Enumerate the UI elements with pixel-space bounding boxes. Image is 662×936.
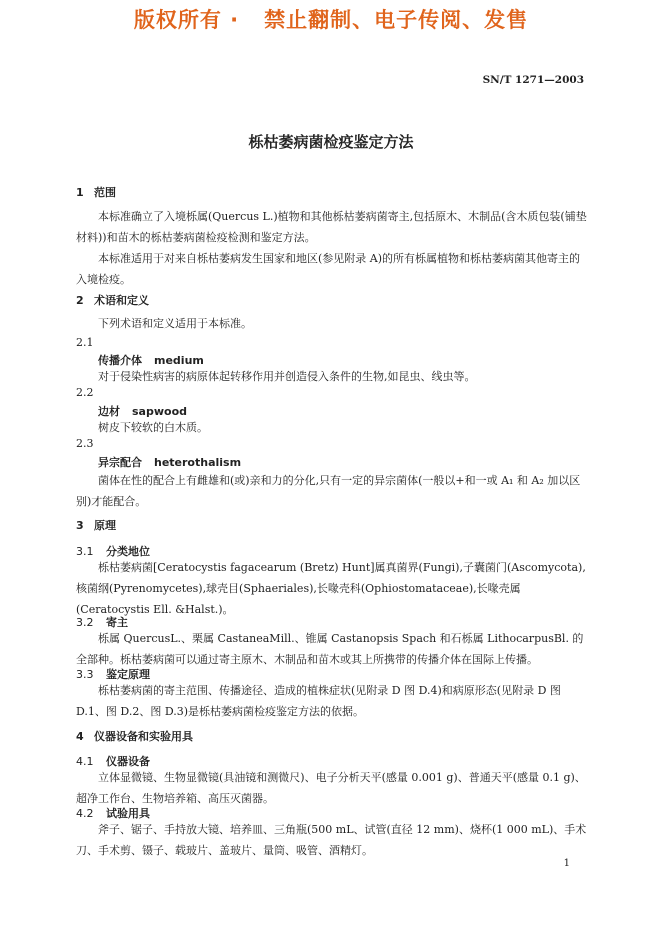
section-1-heading: [76, 184, 116, 200]
term-en: heterothalism: [154, 456, 242, 469]
term-zh: 异宗配合: [98, 456, 142, 469]
copyright-watermark: 版权所有 · 禁止翻制、电子传阅、发售: [133, 8, 529, 32]
section-number: 3: [76, 519, 84, 532]
subsection-number: 4.2: [76, 807, 94, 820]
term-en: sapwood: [132, 405, 187, 418]
section-title: 仪器设备和实验用具: [94, 730, 193, 743]
section-2-heading: [76, 292, 149, 308]
term-definition: 菌体在性的配合上有雌雄和(或)亲和力的分化,只有一定的异宗菌体(一般以+和一或 A₁ 和 A₂ 加以区别)才能配合。: [76, 474, 581, 508]
term-zh: 传播介体: [98, 354, 142, 367]
term-definition: 树皮下较软的白木质。: [98, 421, 208, 434]
subsection-title: 分类地位: [106, 545, 150, 558]
section-4-heading: [76, 728, 193, 744]
subsection-4-2-paragraph: 斧子、锯子、手持放大镜、培养皿、三角瓶(500 mL、试管(直径 12 mm)、烧杯(1 000 mL)、手术刀、手术剪、镊子、载玻片、盖玻片、量筒、吸管、酒精灯。: [76, 823, 587, 857]
section-2-intro: 下列术语和定义适用于本标准。: [98, 317, 252, 330]
section-number: 1: [76, 186, 84, 199]
subsection-3-3-paragraph: 栎枯萎病菌的寄主范围、传播途径、造成的植株症状(见附录 D 图 D.4)和病原形态(见附录 D 图 D.1、图 D.2、图 D.3)是栎枯萎病菌检疫鉴定方法的依据。: [76, 684, 561, 718]
section-title: 范围: [94, 186, 116, 199]
subsection-3-2-paragraph: 栎属 QuercusL.、栗属 CastaneaMill.、锥属 Castanopsis Spach 和石栎属 LithocarpusBl. 的全部种。栎枯萎病菌可以通过寄主原木、木制品和苗木或其上所携带的传播介体在国际上传播。: [76, 632, 584, 666]
term-number: 2.3: [76, 437, 94, 450]
term-definition: 对于侵染性病害的病原体起转移作用并创造侵入条件的生物,如昆虫、线虫等。: [98, 370, 476, 383]
section-title: 术语和定义: [94, 294, 149, 307]
standard-code: SN/T 1271—2003: [482, 74, 584, 86]
subsection-number: 3.3: [76, 668, 94, 681]
subsection-number: 3.1: [76, 545, 94, 558]
page-number: 1: [563, 858, 570, 869]
subsection-title: 仪器设备: [106, 755, 150, 768]
subsection-title: 试验用具: [106, 807, 150, 820]
document-title: 栎枯萎病菌检疫鉴定方法: [248, 133, 414, 151]
term-zh: 边材: [98, 405, 120, 418]
term-number: 2.2: [76, 386, 94, 399]
subsection-3-1-paragraph: 栎枯萎病菌[Ceratocystis fagacearum (Bretz) Hunt]属真菌界(Fungi),子囊菌门(Ascomycota),核菌纲(Pyrenomycetes),球壳目(Sphaeriales),长喙壳科(Ophiostomataceae),长喙壳属(Ceratocystis Ell. &Halst.)。: [76, 561, 586, 616]
term-number: 2.1: [76, 336, 94, 349]
term-en: medium: [154, 354, 204, 367]
section-number: 4: [76, 730, 84, 743]
section-title: 原理: [94, 519, 116, 532]
section-1-paragraph-2: 本标准适用于对来自栎枯萎病发生国家和地区(参见附录 A)的所有栎属植物和栎枯萎病菌其他寄主的入境检疫。: [76, 252, 581, 286]
section-3-heading: [76, 517, 116, 533]
subsection-title: 鉴定原理: [106, 668, 150, 681]
subsection-number: 4.1: [76, 755, 94, 768]
subsection-title: 寄主: [106, 616, 128, 629]
term-2-3: [98, 454, 241, 470]
section-number: 2: [76, 294, 84, 307]
subsection-number: 3.2: [76, 616, 94, 629]
subsection-4-1-paragraph: 立体显微镜、生物显微镜(具油镜和测微尺)、电子分析天平(感量 0.001 g)、普通天平(感量 0.1 g)、超净工作台、生物培养箱、高压灭菌器。: [76, 771, 586, 805]
section-1-paragraph-1: 本标准确立了入境栎属(Quercus L.)植物和其他栎枯萎病菌寄主,包括原木、木制品(含木质包装(铺垫材料))和苗木的栎枯萎病菌检疫检测和鉴定方法。: [76, 210, 587, 244]
